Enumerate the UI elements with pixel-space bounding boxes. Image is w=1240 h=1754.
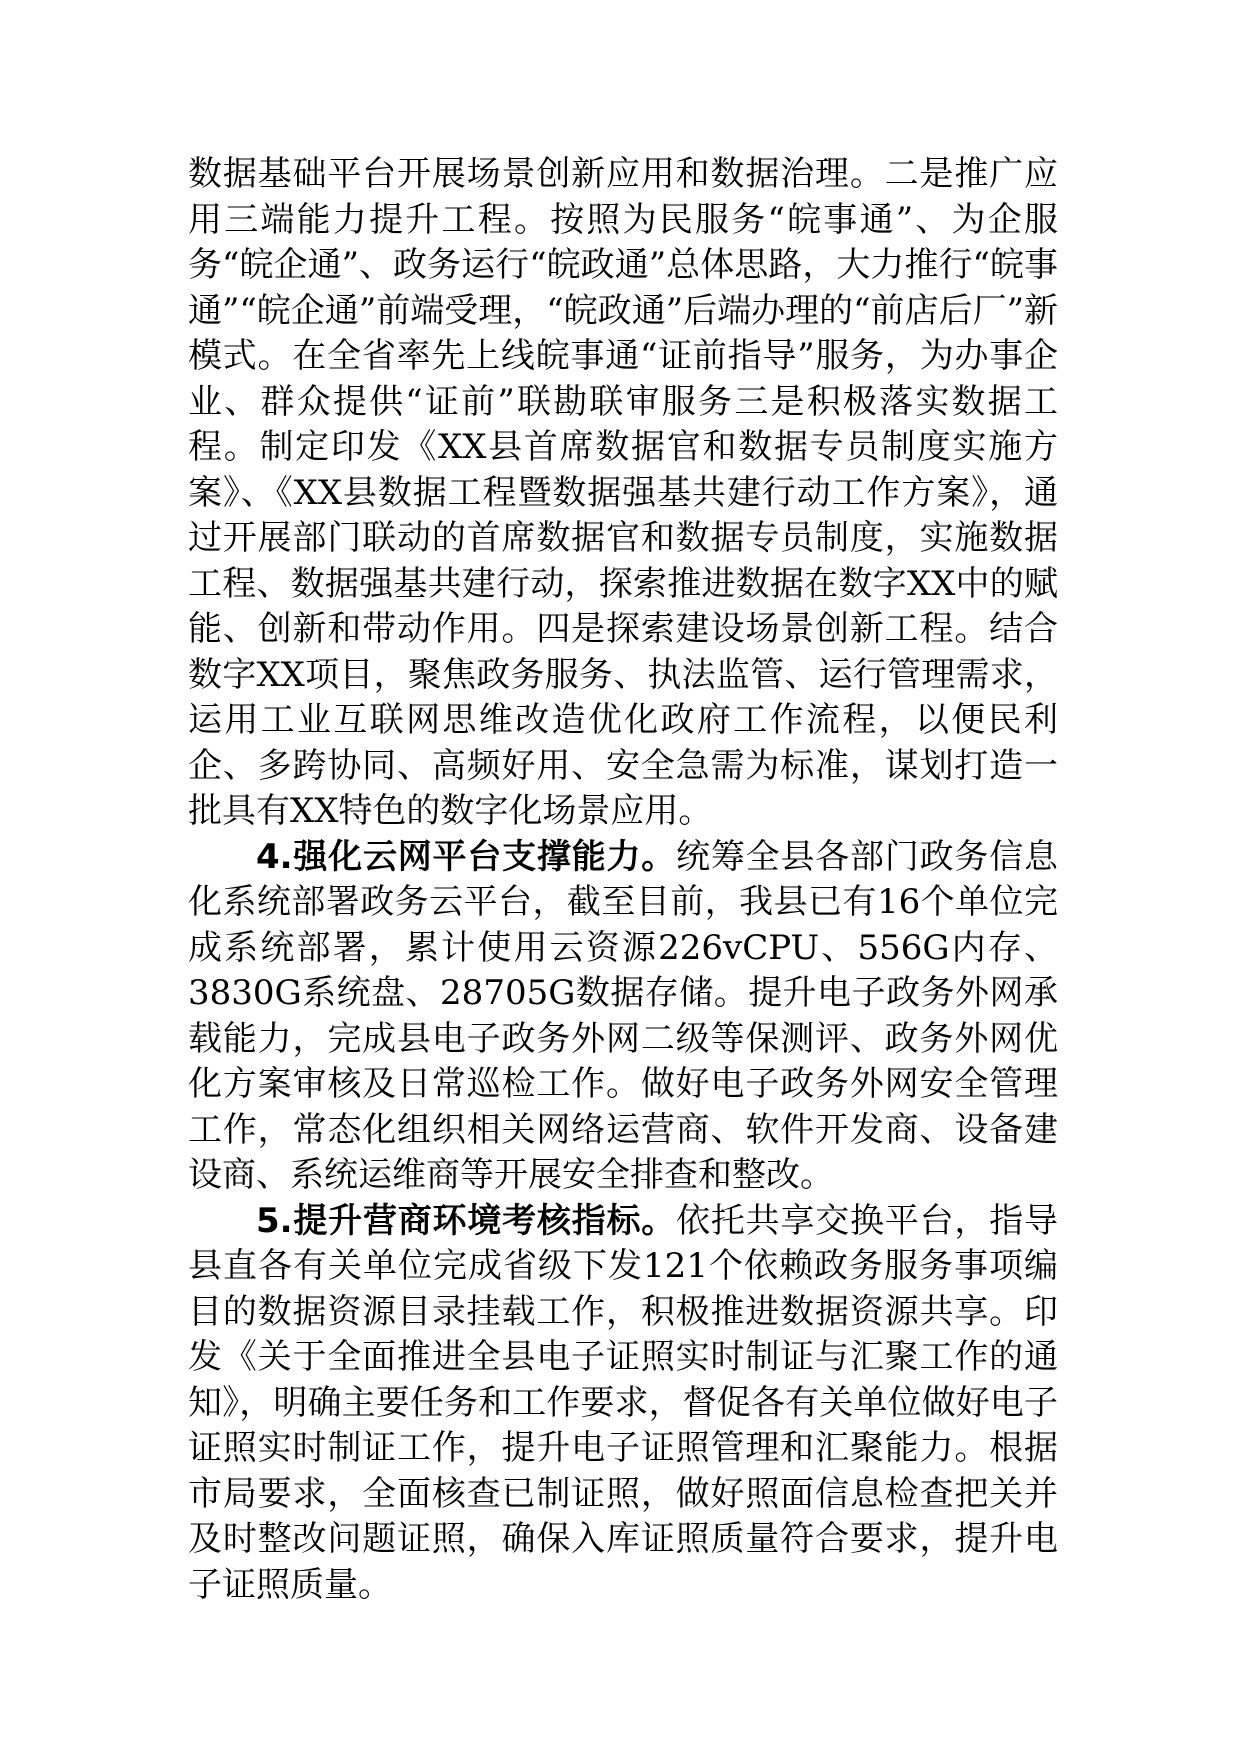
section-4-body: 统筹全县各部门政务信息化系统部署政务云平台，截至目前，我县已有16个单位完成系统部署，累计使用云资源226vCPU、556G内存、3830G系统盘、28705G数据存储。提升电子政务外网承载能力，完成县电子政务外网二级等保测评、政务外网优化方案审核及日常巡检工作。做好电子政务外网安全管理工作，常态化组织相关网络运营商、软件开发商、设备建设商、系统运维商等开展安全排查和整改。 — [188, 836, 1058, 1195]
paragraph-continuation: 数据基础平台开展场景创新应用和数据治理。二是推广应用三端能力提升工程。按照为民服务“皖事通”、为企服务“皖企通”、政务运行“皖政通”总体思路，大力推行“皖事通”“皖企通”前端受理，“皖政通”后端办理的“前店后厂”新模式。在全省率先上线皖事通“证前指导”服务，为办事企业、群众提供“证前”联勘联审服务三是积极落实数据工程。制定印发《XX县首席数据官和数据专员制度实施方案》、《XX县数据工程暨数据强基共建行动工作方案》，通过开展部门联动的首席数据官和数据专员制度，实施数据工程、数据强基共建行动，探索推进数据在数字XX中的赋能、创新和带动作用。四是探索建设场景创新工程。结合数字XX项目，聚焦政务服务、执法监管、运行管理需求，运用工业互联网思维改造优化政府工作流程，以便民利企、多跨协同、高频好用、安全急需为标准，谋划打造一批具有XX特色的数字化场景应用。 — [188, 154, 1058, 831]
section-4-paragraph — [188, 835, 1058, 1199]
section-4-heading: 4.强化云网平台支撑能力。 — [256, 836, 677, 877]
section-5-paragraph — [188, 1199, 1058, 1609]
section-5-body: 依托共享交换平台，指导县直各有关单位完成省级下发121个依赖政务服务事项编目的数据资源目录挂载工作，积极推进数据资源共享。印发《关于全面推进全县电子证照实时制证与汇聚工作的通知》，明确主要任务和工作要求，督促各有关单位做好电子证照实时制证工作，提升电子证照管理和汇聚能力。根据市局要求，全面核查已制证照，做好照面信息检查把关并及时整改问题证照，确保入库证照质量符合要求，提升电子证照质量。 — [188, 1200, 1058, 1605]
section-5-heading: 5.提升营商环境考核指标。 — [256, 1200, 677, 1241]
document-page — [188, 152, 1058, 1608]
